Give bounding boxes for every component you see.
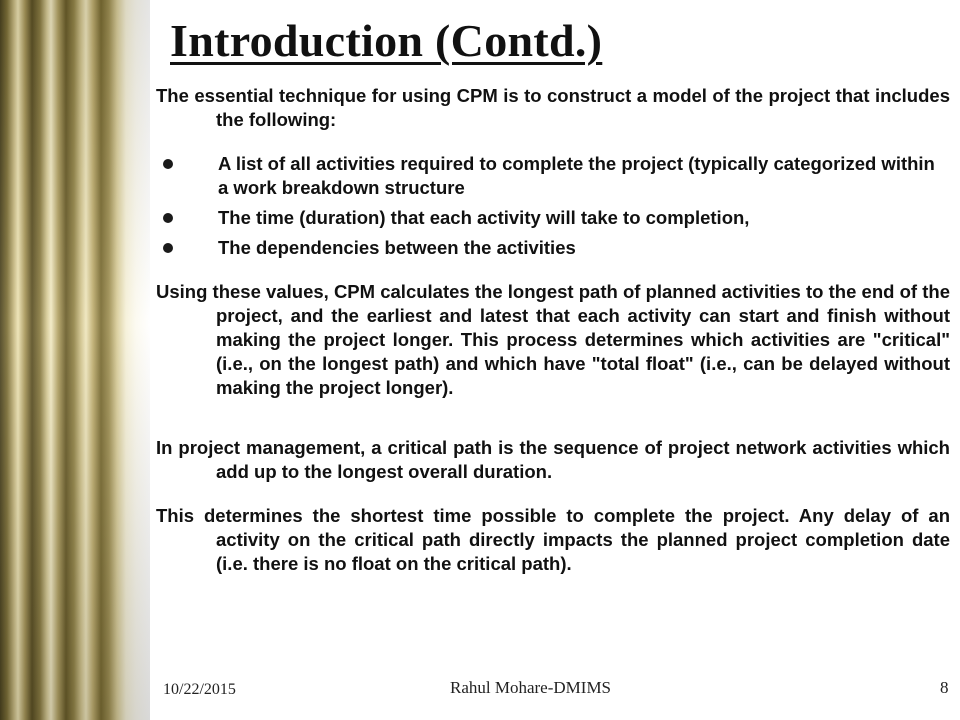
decorative-gold-border: [0, 0, 150, 720]
bullet-dot-icon: [163, 159, 173, 169]
shortest-time-paragraph: This determines the shortest time possible to complete the project. Any delay of an activity on the critical path directly impacts the planned project completion date (i.e. there is no float on the critical path).: [156, 505, 950, 574]
slide-title: Introduction (Contd.): [170, 15, 603, 66]
bullet-dot-icon: [163, 243, 173, 253]
values-paragraph: Using these values, CPM calculates the longest path of planned activities to the end of the project, and the earliest and latest that each activity can start and finish without making the project longer. This process determines which activities are "critical" (i.e., on the longest path) and which have "total float" (i.e., can be delayed without making the project longer).: [156, 281, 950, 398]
bullet-dot-icon: [163, 213, 173, 223]
footer-author: Rahul Mohare-DMIMS: [450, 678, 612, 697]
slide-body: [156, 84, 950, 576]
bullet-item: [156, 152, 950, 200]
page-number: 8: [940, 678, 949, 697]
bullet-text: The time (duration) that each activity will take to completion,: [218, 207, 750, 228]
bullet-list: [156, 152, 950, 260]
bullet-item: [156, 236, 950, 260]
bullet-text: A list of all activities required to complete the project (typically categorized within a work breakdown structure: [218, 153, 935, 198]
bullet-text: The dependencies between the activities: [218, 237, 576, 258]
critical-path-paragraph: In project management, a critical path is the sequence of project network activities which add up to the longest overall duration.: [156, 437, 950, 482]
bullet-item: [156, 206, 950, 230]
footer-date: 10/22/2015: [163, 681, 236, 698]
intro-paragraph: The essential technique for using CPM is to construct a model of the project that includes the following:: [156, 85, 950, 130]
